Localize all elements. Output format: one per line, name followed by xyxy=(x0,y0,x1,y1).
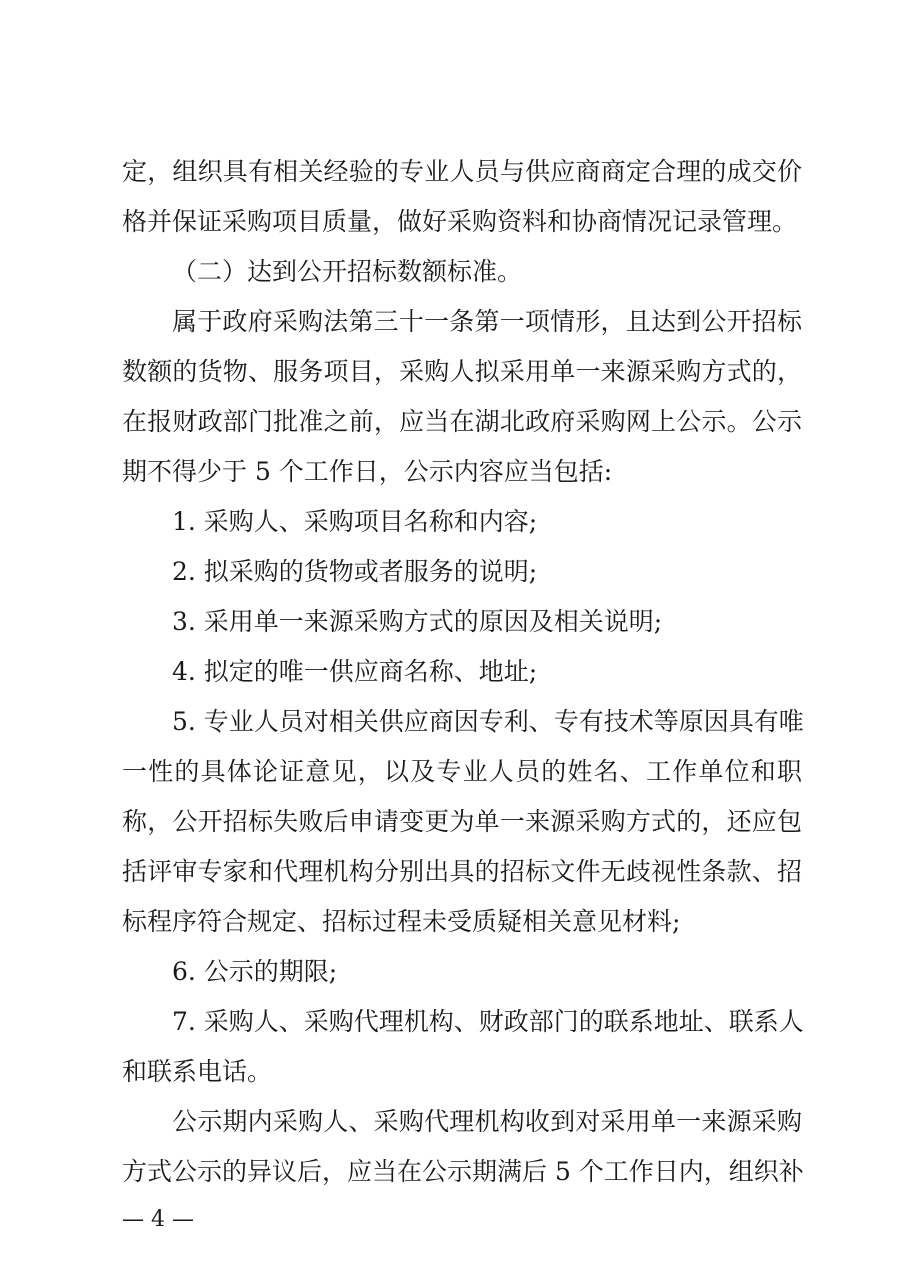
list-item: 2. 拟采购的货物或者服务的说明; xyxy=(172,557,538,586)
body-text-line: 括评审专家和代理机构分别出具的招标文件无歧视性条款、招 xyxy=(122,857,802,886)
body-text-line: 和联系电话。 xyxy=(122,1057,273,1086)
body-text-line: 称，公开招标失败后申请变更为单一来源采购方式的，还应包 xyxy=(122,807,802,836)
body-text-line: 公示期内采购人、采购代理机构收到对采用单一来源采购 xyxy=(172,1107,802,1136)
body-text-line: 标程序符合规定、招标过程未受质疑相关意见材料; xyxy=(122,907,681,936)
body-text-line: 数额的货物、服务项目，采购人拟采用单一来源采购方式的， xyxy=(122,357,802,386)
list-item: 7. 采购人、采购代理机构、财政部门的联系地址、联系人 xyxy=(172,1007,804,1036)
list-item: 4. 拟定的唯一供应商名称、地址; xyxy=(172,657,538,686)
body-text-line: 属于政府采购法第三十一条第一项情形，且达到公开招标 xyxy=(172,307,802,336)
body-text-line: 定，组织具有相关经验的专业人员与供应商商定合理的成交价 xyxy=(122,157,802,186)
page-number: — 4 — xyxy=(122,1207,194,1232)
body-text-line: 一性的具体论证意见，以及专业人员的姓名、工作单位和职 xyxy=(122,757,802,786)
list-item: 1. 采购人、采购项目名称和内容; xyxy=(172,507,538,536)
list-item: 6. 公示的期限; xyxy=(172,957,338,986)
body-text-line: 期不得少于 5 个工作日，公示内容应当包括: xyxy=(122,457,613,486)
body-text-line: 在报财政部门批准之前，应当在湖北政府采购网上公示。公示 xyxy=(122,407,802,436)
body-text-line: 格并保证采购项目质量，做好采购资料和协商情况记录管理。 xyxy=(122,207,798,236)
list-item: 5. 专业人员对相关供应商因专利、专有技术等原因具有唯 xyxy=(172,707,804,736)
section-heading: （二）达到公开招标数额标准。 xyxy=(172,257,523,286)
body-text-line: 方式公示的异议后，应当在公示期满后 5 个工作日内，组织补 xyxy=(122,1157,804,1186)
list-item: 3. 采用单一来源采购方式的原因及相关说明; xyxy=(172,607,663,636)
